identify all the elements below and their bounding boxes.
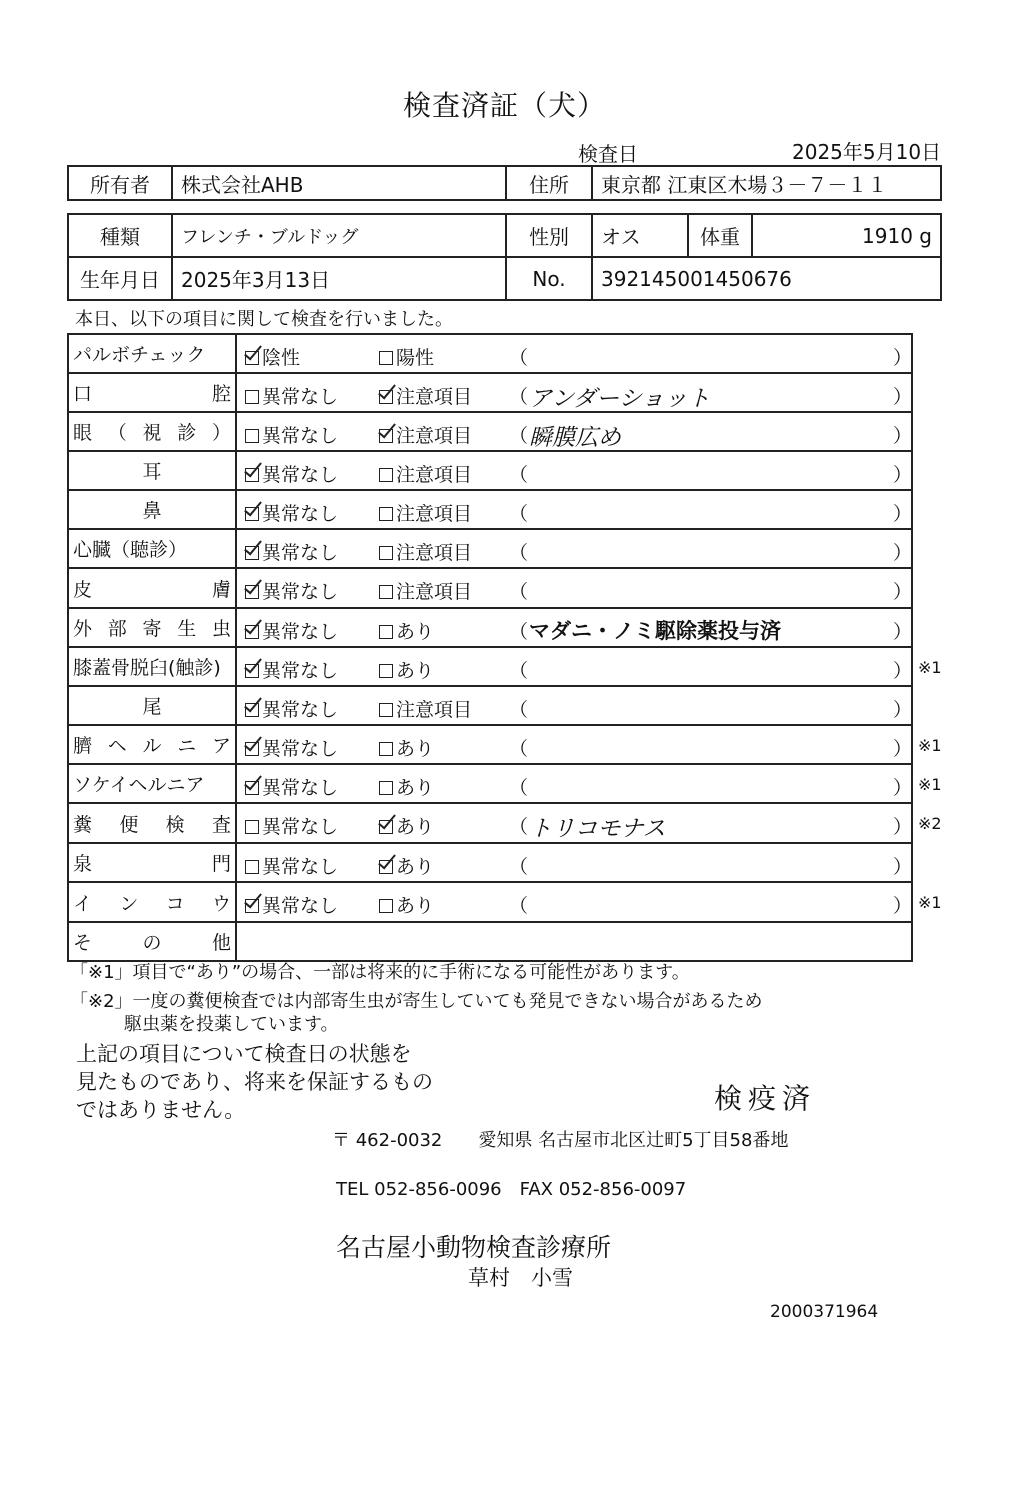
- option-2: [379, 891, 434, 918]
- checkbox-icon[interactable]: [379, 781, 393, 795]
- owner-table: [67, 165, 942, 201]
- check-result-cell: [236, 725, 912, 764]
- document-title: 検査済証（犬）: [402, 89, 606, 122]
- checklist-row: [68, 882, 912, 922]
- animal-table: [67, 213, 942, 301]
- check-item-text: 泉門: [73, 853, 231, 875]
- option-1: [245, 695, 338, 722]
- checkbox-icon[interactable]: [379, 390, 393, 404]
- check-result-cell: [236, 412, 912, 451]
- option-2: [379, 499, 472, 526]
- option-1-label: 異常なし: [262, 621, 339, 643]
- clinic-name: 名古屋小動物検査診療所: [336, 1233, 612, 1262]
- paren-open: （: [509, 856, 529, 878]
- check-note: アンダーショット: [529, 386, 711, 412]
- clinic-contact: TEL 052-856-0096 FAX 052-856-0097: [336, 1179, 687, 1200]
- check-item-label: [68, 843, 236, 882]
- disclaimer-line: 見たものであり、将来を保証するもの: [76, 1070, 433, 1094]
- quarantine-stamp: 検疫済: [714, 1082, 817, 1115]
- owner-name: 株式会社AHB: [172, 166, 506, 200]
- checkbox-icon[interactable]: [245, 507, 259, 521]
- paren-open: （: [509, 425, 529, 447]
- footnote-mark: ※1: [918, 735, 942, 755]
- check-item-label: [68, 725, 236, 764]
- check-item-text: ソケイヘルニア: [73, 774, 205, 796]
- checklist-row: [68, 803, 912, 843]
- sex-label: 性別: [506, 214, 592, 257]
- check-item-label: [68, 686, 236, 725]
- checkbox-icon[interactable]: [379, 860, 393, 874]
- owner-address: 東京都 江東区木場３－７－１１: [592, 166, 941, 200]
- document-number: 2000371964: [770, 1302, 879, 1322]
- check-item-text: 耳: [142, 461, 162, 483]
- checkbox-icon[interactable]: [245, 781, 259, 795]
- checklist-row: [68, 764, 912, 803]
- paren-open: （: [509, 581, 529, 603]
- checklist-row-other: [68, 922, 912, 961]
- option-2: [379, 460, 472, 487]
- checkbox-icon[interactable]: [245, 703, 259, 717]
- option-2: [379, 656, 434, 683]
- paren-open: （: [509, 347, 529, 369]
- check-note: トリコモナス: [529, 816, 666, 842]
- paren-open: （: [509, 386, 529, 408]
- check-item-text: 眼（視診）: [73, 422, 231, 444]
- checklist-row: [68, 490, 912, 529]
- check-result-cell: [236, 529, 912, 568]
- check-result-cell: [236, 882, 912, 922]
- footnote-mark: ※1: [918, 657, 942, 677]
- option-1: [245, 577, 338, 604]
- option-2-label: 注意項目: [396, 581, 473, 603]
- option-1: [245, 382, 338, 409]
- checkbox-icon[interactable]: [245, 664, 259, 678]
- paren-close: ）: [893, 699, 913, 721]
- option-1: [245, 617, 338, 644]
- option-2: [379, 734, 434, 761]
- option-1: [245, 538, 338, 565]
- option-1: [245, 891, 338, 918]
- checkbox-icon[interactable]: [245, 468, 259, 482]
- option-1-label: 異常なし: [262, 660, 339, 682]
- option-2-label: あり: [396, 895, 435, 917]
- check-item-label: [68, 647, 236, 686]
- checkbox-icon[interactable]: [379, 429, 393, 443]
- option-2-label: 注意項目: [396, 699, 473, 721]
- check-item-label: [68, 803, 236, 843]
- breed-label: 種類: [68, 214, 172, 257]
- checkbox-icon[interactable]: [379, 507, 393, 521]
- check-item-label: [68, 451, 236, 490]
- option-2: [379, 812, 434, 839]
- disclaimer-line: 上記の項目について検査日の状態を: [76, 1042, 412, 1066]
- paren-close: ）: [893, 425, 913, 447]
- checkbox-icon[interactable]: [245, 585, 259, 599]
- option-1-label: 異常なし: [262, 777, 339, 799]
- option-1: [245, 734, 338, 761]
- checkbox-icon[interactable]: [245, 351, 259, 365]
- checkbox-icon[interactable]: [245, 820, 259, 834]
- option-2-label: あり: [396, 738, 435, 760]
- checklist-row: [68, 334, 912, 373]
- footnote-2-line-2: 駆虫薬を投薬しています。: [124, 1014, 339, 1035]
- option-2-label: あり: [396, 856, 435, 878]
- footnote-mark: ※1: [918, 774, 942, 794]
- option-2: [379, 382, 472, 409]
- option-1: [245, 499, 338, 526]
- option-2: [379, 695, 472, 722]
- option-2-label: 注意項目: [396, 425, 473, 447]
- option-2-label: あり: [396, 816, 435, 838]
- option-1: [245, 812, 338, 839]
- checkbox-icon[interactable]: [379, 899, 393, 913]
- check-item-text: 心臓（聴診）: [73, 539, 188, 561]
- check-item-label: [68, 568, 236, 608]
- registration-no: 392145001450676: [592, 257, 941, 300]
- check-item-label: [68, 608, 236, 647]
- checkbox-icon[interactable]: [379, 468, 393, 482]
- check-item-text: 口腔: [73, 383, 231, 405]
- check-result-cell: [236, 803, 912, 843]
- other-value: [236, 922, 912, 961]
- option-1-label: 異常なし: [262, 699, 339, 721]
- option-2: [379, 343, 434, 370]
- option-1-label: 異常なし: [262, 895, 339, 917]
- checkbox-icon[interactable]: [379, 546, 393, 560]
- checkbox-icon[interactable]: [379, 820, 393, 834]
- footnote-mark: ※2: [918, 814, 942, 833]
- breed: フレンチ・ブルドッグ: [172, 214, 506, 257]
- option-1-label: 異常なし: [262, 856, 339, 878]
- paren-open: （: [509, 621, 529, 643]
- owner-label: 所有者: [68, 166, 172, 200]
- option-1-label: 陰性: [262, 347, 301, 369]
- check-result-cell: [236, 568, 912, 608]
- paren-close: ）: [893, 621, 913, 643]
- check-item-label: [68, 764, 236, 803]
- check-item-label: [68, 882, 236, 922]
- checklist-row: [68, 529, 912, 568]
- check-result-cell: [236, 451, 912, 490]
- check-note: マダニ・ノミ駆除薬投与済: [529, 619, 781, 643]
- disclaimer: [76, 1040, 433, 1124]
- paren-open: （: [509, 699, 529, 721]
- checklist-row: [68, 608, 912, 647]
- check-item-label: [68, 373, 236, 412]
- option-1: [245, 656, 338, 683]
- checklist-row: [68, 843, 912, 882]
- other-label-text: その他: [73, 932, 231, 954]
- paren-close: ）: [893, 464, 913, 486]
- option-2: [379, 852, 434, 879]
- paren-open: （: [509, 738, 529, 760]
- check-item-label: [68, 334, 236, 373]
- paren-open: （: [509, 660, 529, 682]
- checklist-row: [68, 373, 912, 412]
- check-item-text: 臍ヘルニア: [73, 735, 231, 757]
- check-result-cell: [236, 373, 912, 412]
- check-result-cell: [236, 764, 912, 803]
- paren-close: ）: [893, 542, 913, 564]
- checklist-row: [68, 725, 912, 764]
- clinic-address: 〒 462-0032 愛知県 名古屋市北区辻町5丁目58番地: [332, 1130, 789, 1151]
- birth-date: 2025年3月13日: [172, 257, 506, 300]
- option-1: [245, 852, 338, 879]
- option-1: [245, 773, 338, 800]
- inspector-name: 草村 小雪: [468, 1266, 573, 1290]
- option-1-label: 異常なし: [262, 738, 339, 760]
- inspection-checklist: [67, 333, 913, 962]
- paren-open: （: [509, 503, 529, 525]
- check-note: 瞬膜広め: [529, 425, 621, 451]
- intro-text: 本日、以下の項目に関して検査を行いました。: [75, 309, 453, 330]
- check-item-label: [68, 529, 236, 568]
- option-1: [245, 460, 338, 487]
- weight-label: 体重: [688, 214, 752, 257]
- check-result-cell: [236, 608, 912, 647]
- check-item-text: 糞便検査: [73, 813, 231, 836]
- paren-close: ）: [893, 816, 913, 838]
- check-item-text: インコウ: [73, 892, 231, 915]
- option-1: [245, 421, 338, 448]
- paren-close: ）: [893, 503, 913, 525]
- checkbox-icon[interactable]: [379, 742, 393, 756]
- inspection-date-label: 検査日: [578, 142, 638, 166]
- option-2: [379, 538, 472, 565]
- paren-close: ）: [893, 581, 913, 603]
- check-item-label: [68, 490, 236, 529]
- checkbox-icon[interactable]: [379, 664, 393, 678]
- paren-close: ）: [893, 895, 913, 917]
- sex: オス: [592, 214, 688, 257]
- paren-open: （: [509, 464, 529, 486]
- check-result-cell: [236, 490, 912, 529]
- paren-close: ）: [893, 777, 913, 799]
- paren-open: （: [509, 895, 529, 917]
- option-1: [245, 343, 300, 370]
- check-result-cell: [236, 686, 912, 725]
- option-2-label: あり: [396, 777, 435, 799]
- footnote-2-line-1: 「※2」一度の糞便検査では内部寄生虫が寄生していても発見できない場合があるため: [70, 991, 763, 1012]
- paren-close: ）: [893, 386, 913, 408]
- option-2: [379, 577, 472, 604]
- check-item-text: 皮膚: [73, 578, 231, 601]
- check-result-cell: [236, 843, 912, 882]
- checklist-row: [68, 647, 912, 686]
- checklist-row: [68, 568, 912, 608]
- check-result-cell: [236, 647, 912, 686]
- checkbox-icon[interactable]: [245, 860, 259, 874]
- checkbox-icon[interactable]: [245, 899, 259, 913]
- paren-open: （: [509, 542, 529, 564]
- option-1-label: 異常なし: [262, 464, 339, 486]
- paren-close: ）: [893, 738, 913, 760]
- footnote-mark: ※1: [918, 893, 942, 912]
- checklist-row: [68, 412, 912, 451]
- option-1-label: 異常なし: [262, 503, 339, 525]
- registration-no-label: No.: [506, 257, 592, 300]
- check-result-cell: [236, 334, 912, 373]
- weight: 1910 g: [752, 214, 941, 257]
- option-2-label: 注意項目: [396, 542, 473, 564]
- paren-open: （: [509, 777, 529, 799]
- option-2-label: 注意項目: [396, 464, 473, 486]
- option-2-label: 注意項目: [396, 386, 473, 408]
- checklist-row: [68, 451, 912, 490]
- checkbox-icon[interactable]: [245, 625, 259, 639]
- address-label: 住所: [506, 166, 592, 200]
- footnote-1: 「※1」項目で“あり”の場合、一部は将来的に手術になる可能性があります。: [70, 962, 690, 983]
- checkbox-icon[interactable]: [379, 351, 393, 365]
- checkbox-icon[interactable]: [245, 390, 259, 404]
- option-2: [379, 773, 434, 800]
- inspection-date: 2025年5月10日: [792, 140, 942, 164]
- other-label: [68, 922, 236, 961]
- option-1-label: 異常なし: [262, 816, 339, 838]
- birth-label: 生年月日: [68, 257, 172, 300]
- option-1-label: 異常なし: [262, 542, 339, 564]
- option-1-label: 異常なし: [262, 581, 339, 603]
- paren-close: ）: [893, 347, 913, 369]
- option-2: [379, 617, 434, 644]
- checkbox-icon[interactable]: [379, 585, 393, 599]
- checkbox-icon[interactable]: [379, 703, 393, 717]
- option-2: [379, 421, 472, 448]
- option-2-label: 陽性: [396, 347, 435, 369]
- check-item-label: [68, 412, 236, 451]
- check-item-text: 鼻: [142, 500, 162, 522]
- paren-close: ）: [893, 856, 913, 878]
- option-1-label: 異常なし: [262, 386, 339, 408]
- checkbox-icon[interactable]: [245, 546, 259, 560]
- option-2-label: 注意項目: [396, 503, 473, 525]
- option-2-label: あり: [396, 660, 435, 682]
- paren-open: （: [509, 816, 529, 838]
- option-2-label: あり: [396, 621, 435, 643]
- disclaimer-line: ではありません。: [76, 1098, 246, 1122]
- checkbox-icon[interactable]: [245, 429, 259, 443]
- checklist-row: [68, 686, 912, 725]
- checkbox-icon[interactable]: [245, 742, 259, 756]
- check-item-text: 外部寄生虫: [73, 618, 231, 640]
- paren-close: ）: [893, 660, 913, 682]
- option-1-label: 異常なし: [262, 425, 339, 447]
- checkbox-icon[interactable]: [379, 625, 393, 639]
- check-item-text: 膝蓋骨脱臼(触診): [73, 657, 221, 679]
- check-item-text: 尾: [142, 696, 162, 718]
- check-item-text: パルボチェック: [73, 344, 206, 366]
